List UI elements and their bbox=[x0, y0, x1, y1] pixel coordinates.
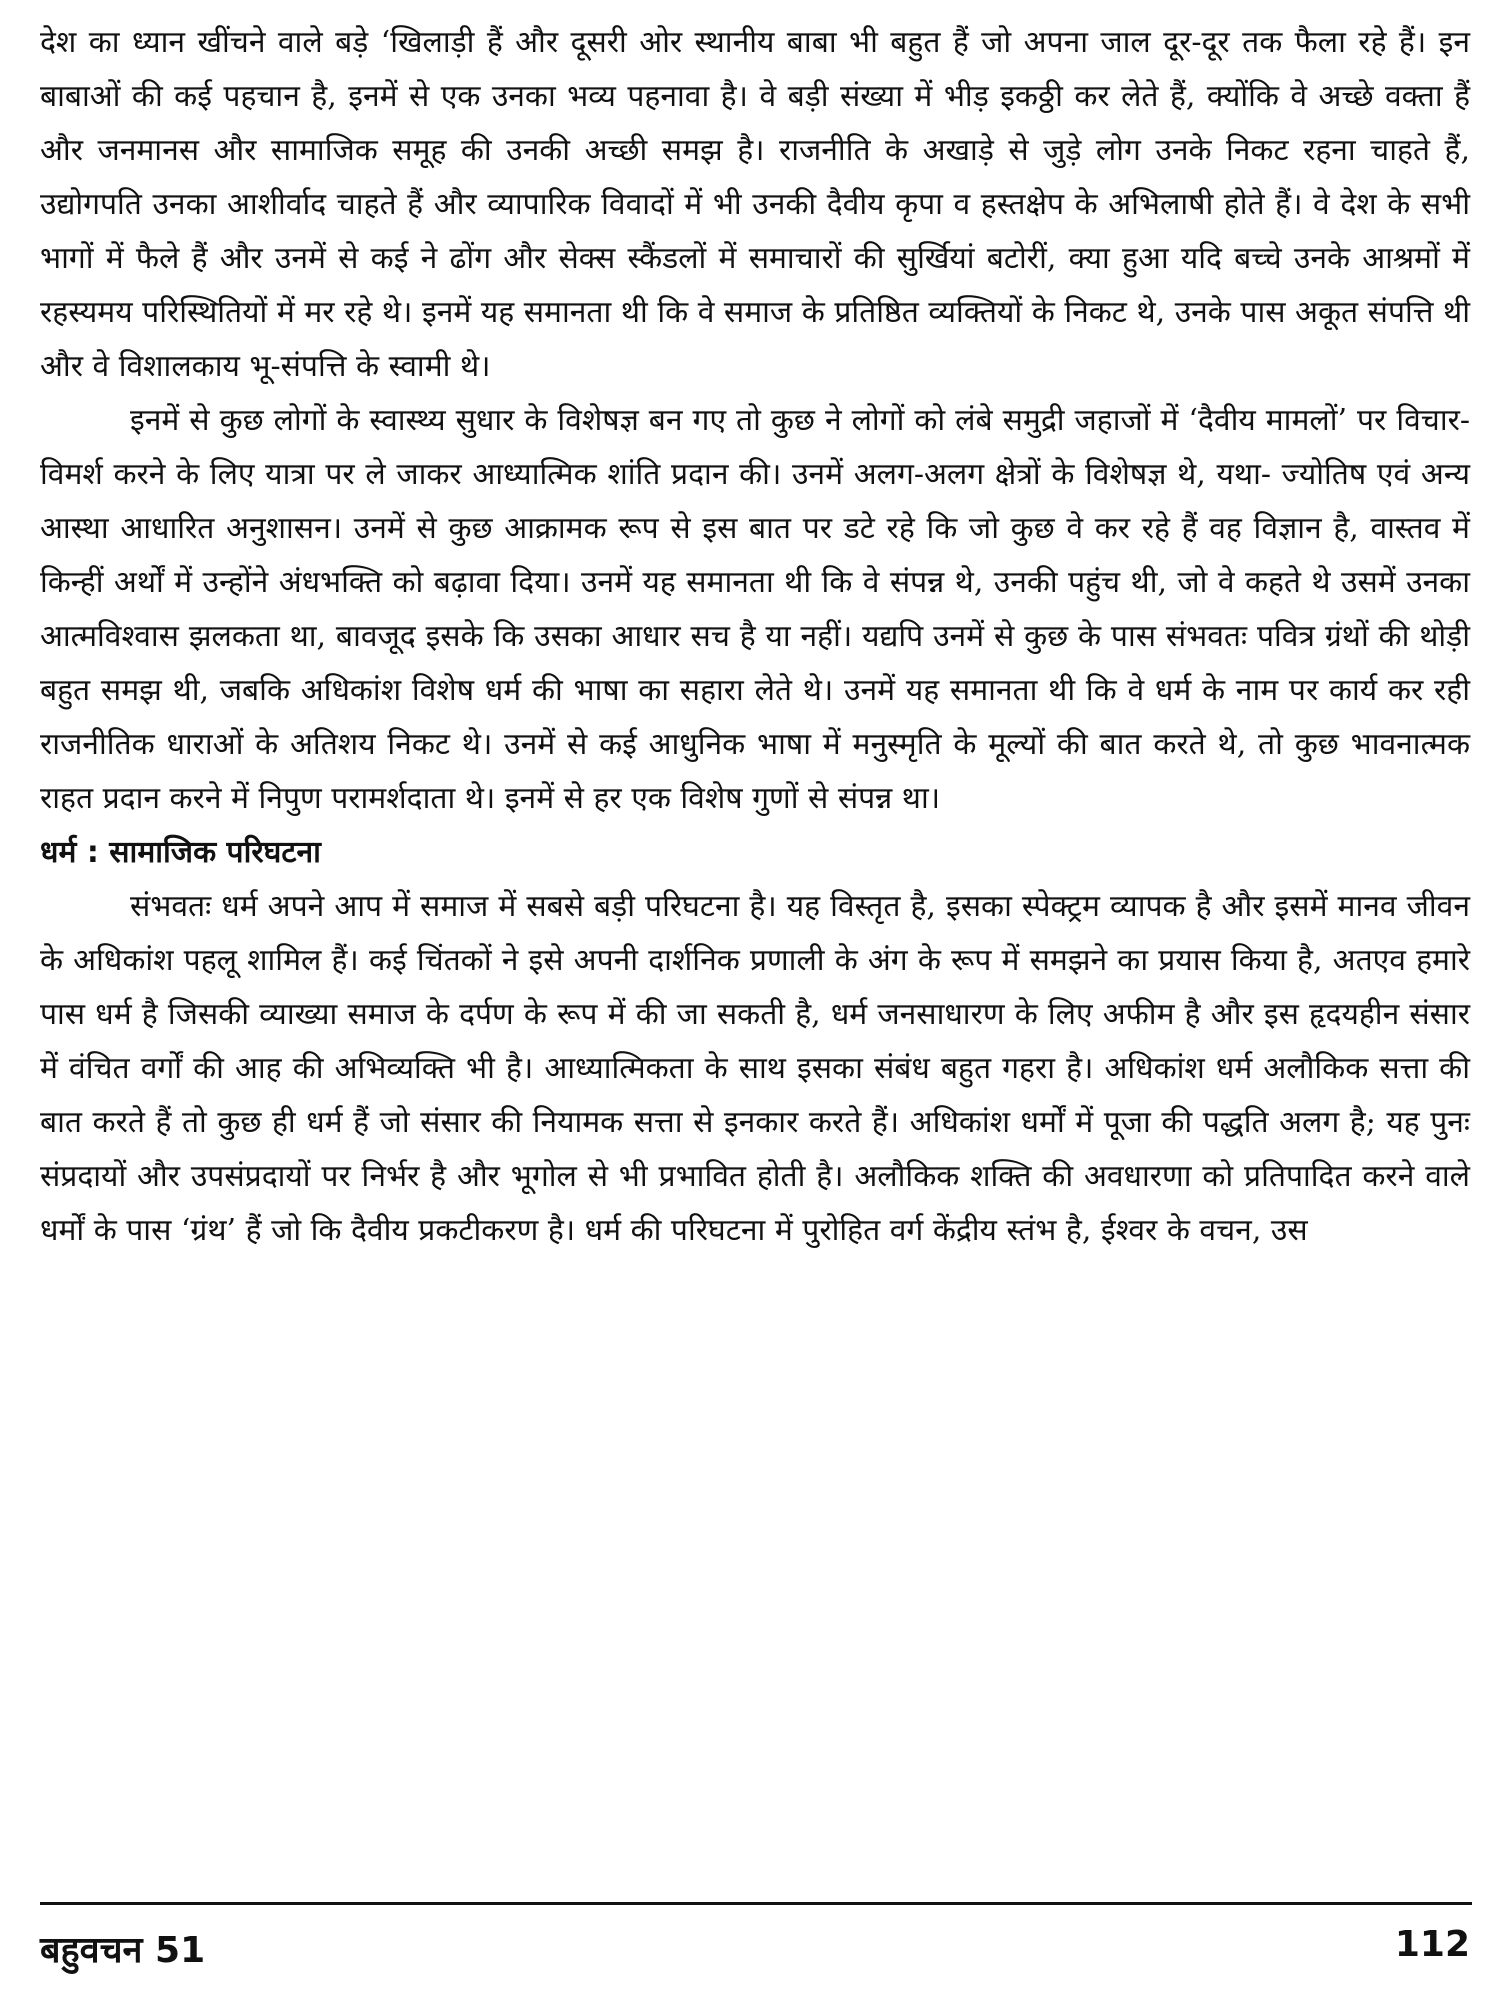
document-page bbox=[40, 0, 1470, 2000]
paragraph-religion-phenomenon: संभवतः धर्म अपने आप में समाज में सबसे बड़ी परिघटना है। यह विस्तृत है, इसका स्पेक्ट्रम व्यापक है और इसमें मानव जीवन के अधिकांश पहलू शामिल हैं। कई चिंतकों ने इसे अपनी दार्शनिक प्रणाली के अंग के रूप में समझने का प्रयास किया है, अतएव हमारे पास धर्म है जिसकी व्याख्या समाज के दर्पण के रूप में की जा सकती है, धर्म जनसाधारण के लिए अफीम है और इस हृदयहीन संसार में वंचित वर्गों की आह की अभिव्यक्ति भी है। आध्यात्मिकता के साथ इसका संबंध बहुत गहरा है। अधिकांश धर्म अलौकिक सत्ता की बात करते हैं तो कुछ ही धर्म हैं जो संसार की नियामक सत्ता से इनकार करते हैं। अधिकांश धर्मों में पूजा की पद्धति अलग है; यह पुनः संप्रदायों और उपसंप्रदायों पर निर्भर है और भूगोल से भी प्रभावित होती है। अलौकिक शक्ति की अवधारणा को प्रतिपादित करने वाले धर्मों के पास ‘ग्रंथ’ हैं जो कि दैवीय प्रकटीकरण है। धर्म की परिघटना में पुरोहित वर्ग केंद्रीय स्तंभ है, ईश्वर के वचन, उस bbox=[40, 889, 1470, 1248]
body-text bbox=[40, 16, 1470, 1258]
paragraph-specialists: इनमें से कुछ लोगों के स्वास्थ्य सुधार के विशेषज्ञ बन गए तो कुछ ने लोगों को लंबे समुद्री जहाजों में ‘दैवीय मामलों’ पर विचार-विमर्श करने के लिए यात्रा पर ले जाकर आध्यात्मिक शांति प्रदान की। उनमें अलग-अलग क्षेत्रों के विशेषज्ञ थे, यथा- ज्योतिष एवं अन्य आस्था आधारित अनुशासन। उनमें से कुछ आक्रामक रूप से इस बात पर डटे रहे कि जो कुछ वे कर रहे हैं वह विज्ञान है, वास्तव में किन्हीं अर्थों में उन्होंने अंधभक्ति को बढ़ावा दिया। उनमें यह समानता थी कि वे संपन्न थे, उनकी पहुंच थी, जो वे कहते थे उसमें उनका आत्मविश्वास झलकता था, बावजूद इसके कि उसका आधार सच है या नहीं। यद्यपि उनमें से कुछ के पास संभवतः पवित्र ग्रंथों की थोड़ी बहुत समझ थी, जबकि अधिकांश विशेष धर्म की भाषा का सहारा लेते थे। उनमें यह समानता थी कि वे धर्म के नाम पर कार्य कर रही राजनीतिक धाराओं के अतिशय निकट थे। उनमें से कई आधुनिक भाषा में मनुस्मृति के मूल्यों की बात करते थे, तो कुछ भावनात्मक राहत प्रदान करने में निपुण परामर्शदाता थे। इनमें से हर एक विशेष गुणों से संपन्न था। bbox=[40, 403, 1470, 816]
paragraph-babas-intro: देश का ध्यान खींचने वाले बड़े ‘खिलाड़ी हैं और दूसरी ओर स्थानीय बाबा भी बहुत हैं जो अपना जाल दूर-दूर तक फैला रहे हैं। इन बाबाओं की कई पहचान है, इनमें से एक उनका भव्य पहनावा है। वे बड़ी संख्या में भीड़ इकठ्ठी कर लेते हैं, क्योंकि वे अच्छे वक्ता हैं और जनमानस और सामाजिक समूह की उनकी अच्छी समझ है। राजनीति के अखाड़े से जुड़े लोग उनके निकट रहना चाहते हैं, उद्योगपति उनका आशीर्वाद चाहते हैं और व्यापारिक विवादों में भी उनकी दैवीय कृपा व हस्तक्षेप के अभिलाषी होते हैं। वे देश के सभी भागों में फैले हैं और उनमें से कई ने ढोंग और सेक्स स्कैंडलों में समाचारों की सुर्खियां बटोरीं, क्या हुआ यदि बच्चे उनके आश्रमों में रहस्यमय परिस्थितियों में मर रहे थे। इनमें यह समानता थी कि वे समाज के प्रतिष्ठित व्यक्तियों के निकट थे, उनके पास अकूत संपत्ति थी और वे विशालकाय भू-संपत्ति के स्वामी थे। bbox=[40, 25, 1470, 384]
journal-title: बहुवचन 51 bbox=[40, 1930, 206, 1971]
page-number: 112 bbox=[1394, 1924, 1470, 1965]
footer-divider bbox=[40, 1902, 1472, 1905]
section-heading: धर्म : सामाजिक परिघटना bbox=[40, 835, 321, 870]
